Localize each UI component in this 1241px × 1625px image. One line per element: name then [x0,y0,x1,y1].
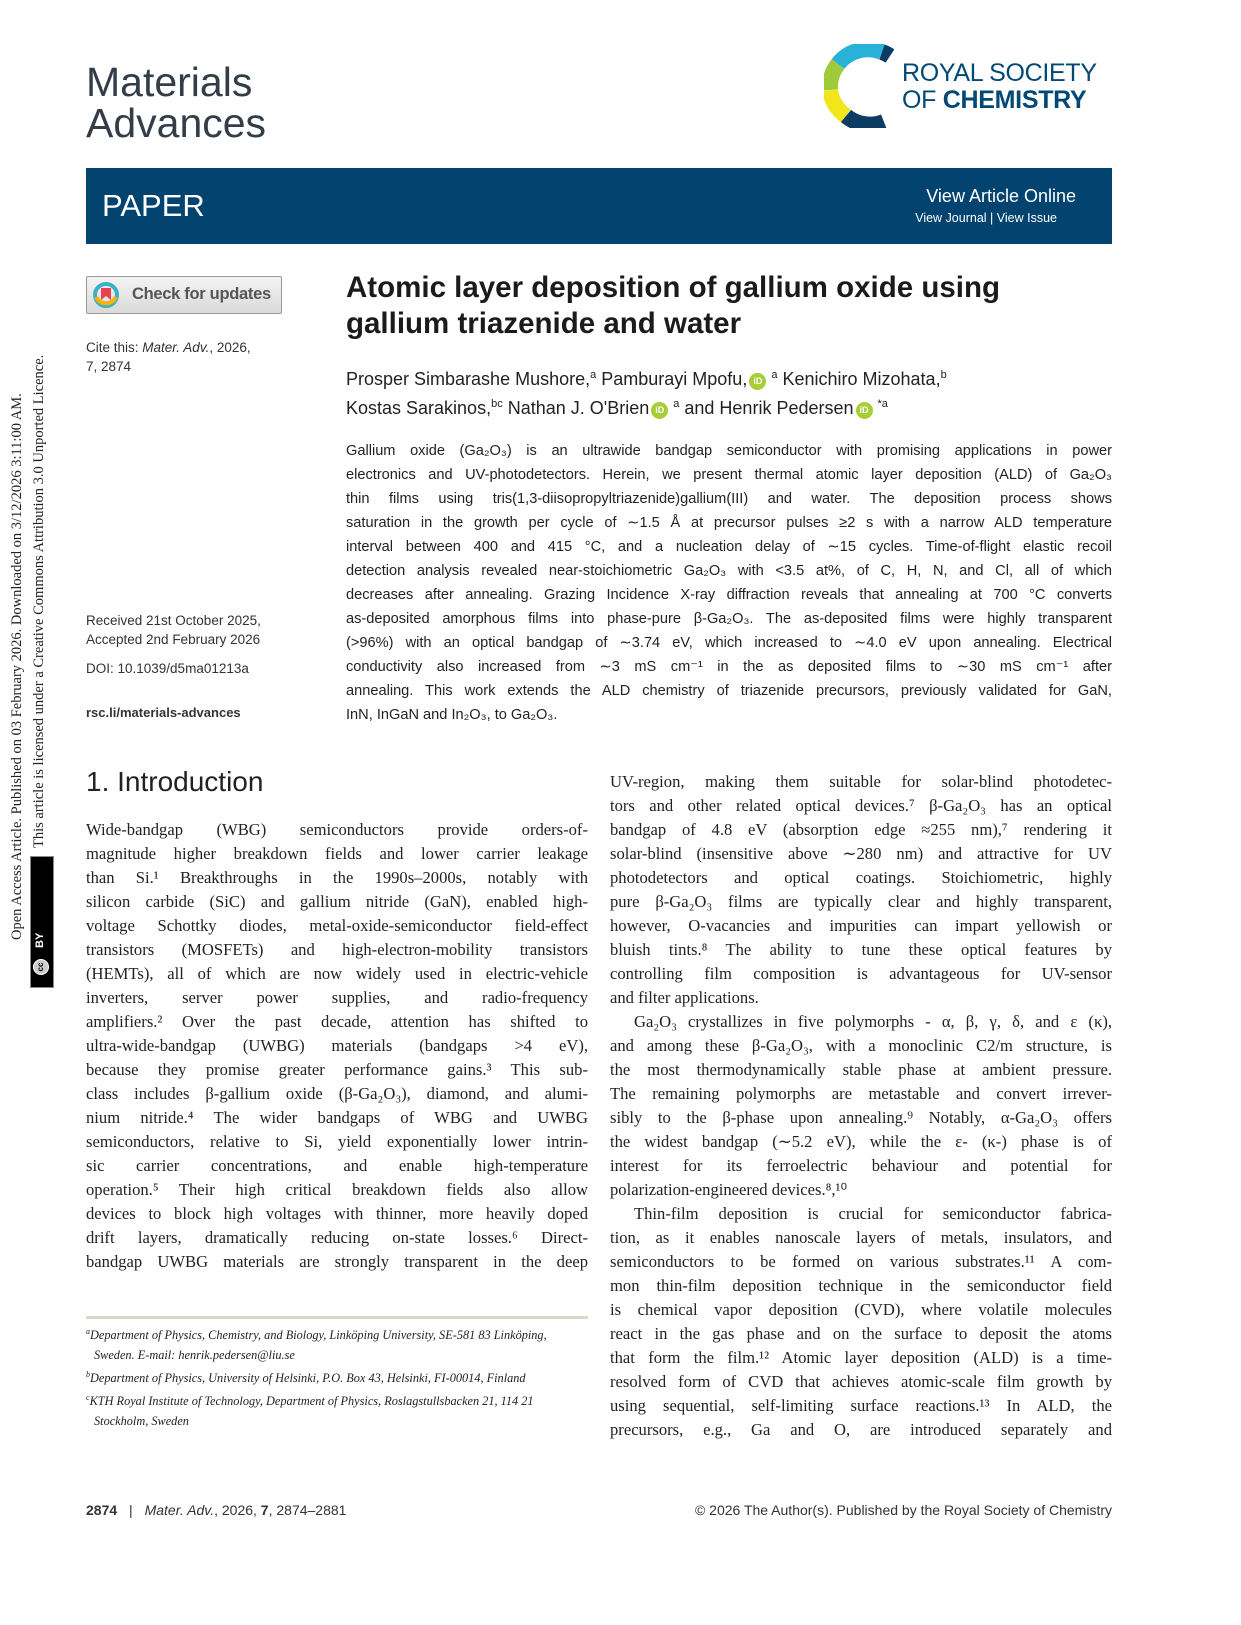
text-line: bluish tints.⁸ The ability to tune these optical features by [610,940,1112,959]
accepted-date: Accepted 2nd February 2026 [86,632,261,647]
text-line: electronics and UV-photodetectors. Herein, we present thermal atomic layer deposition (ALD) of Ga₂O₃ [346,467,1112,483]
text-line: voltage Schottky diodes, metal-oxide-semiconductor field-effect [86,916,588,935]
author-name: Pamburayi Mpofu, [601,369,748,389]
text-line: thin films using tris(1,3-diisopropyltriazenide)gallium(III) and water. The deposition process shows [346,491,1112,507]
copyright-notice: © 2026 The Author(s). Published by the Royal Society of Chemistry [694,1502,1112,1518]
text-line: amplifiers.² Over the past decade, attention has shifted to [86,1012,588,1031]
author-name: Prosper Simbarashe Mushore, [346,369,591,389]
text-line: and among these β-Ga₂O₃, with a monoclinic C2/m structure, is [610,1036,1112,1055]
cc-by-badge[interactable] [30,856,54,988]
footnote [86,1365,588,1388]
received-date: Received 21st October 2025, [86,613,261,628]
text-line: sic carrier concentrations, and enable high-temperature [86,1156,588,1175]
body-column-left [86,818,588,1274]
text-line: photodetectors and optical coatings. Stoichiometric, highly [610,868,1112,887]
text-line: Thin-film deposition is crucial for semiconductor fabrica- [634,1204,1112,1223]
title-line: Atomic layer deposition of gallium oxide using [346,271,1000,304]
author-affiliation: a [673,398,680,410]
separator: | [129,1502,133,1518]
text-line: because they promise greater performance gains.³ This sub- [86,1060,588,1079]
text-line: (>96%) with an optical bandgap of ∼3.74 eV, which increased to ∼4.0 eV upon annealing. Electrical [346,635,1112,651]
abstract [346,439,1112,727]
view-links [915,211,1057,225]
article-type-banner [86,168,1112,244]
text-line: InN, InGaN and In₂O₃, to Ga₂O₃. [346,707,558,723]
text-line: semiconductors, relative to Si, yield exponentially lower intrin- [86,1132,588,1151]
author-list [346,363,947,421]
text-line: bandgap UWBG materials are strongly transparent in the deep [86,1252,588,1271]
footer-year: , 2026, [214,1502,261,1518]
text-line: semiconductors to be formed on various substrates.¹¹ A com- [610,1252,1112,1271]
journal-title-line: Materials [86,59,253,105]
cite-journal: Mater. Adv. [142,340,210,355]
footnote [86,1322,588,1365]
rsc-logo-text [902,60,1097,114]
text-line: tion, as it enables nanoscale layers of metals, insulators, and [610,1228,1112,1247]
text-line: (HEMTs), all of which are now widely used in electric-vehicle [86,964,588,983]
article-title [346,270,1000,342]
author-name: Kostas Sarakinos, [346,398,492,418]
cite-volume-page: 7, 2874 [86,359,132,374]
author-affiliation: b [940,369,947,381]
check-for-updates-button[interactable] [86,276,282,314]
text-line: ultra-wide-bandgap (UWBG) materials (bandgaps >4 eV), [86,1036,588,1055]
text-line: silicon carbide (SiC) and gallium nitride (GaN), enabled high- [86,892,588,911]
cc-by-label: BY [34,932,46,948]
text-line: interest for its ferroelectric behaviour and potential for [610,1156,1112,1175]
text-line: saturation in the growth per cycle of ∼1.5 Å at precursor pulses ≥2 s with a narrow ALD temperature [346,515,1112,531]
text-line: conductivity also increased from ∼3 mS cm⁻¹ in the as deposited films to ∼30 mS cm⁻¹ after [346,659,1112,675]
citation [86,338,251,376]
view-issue-link[interactable]: View Issue [996,211,1057,225]
footer-volume: 7 [260,1502,269,1518]
journal-url-link[interactable]: rsc.li/materials-advances [86,705,241,720]
doi[interactable]: DOI: 10.1039/d5ma01213a [86,661,249,676]
text-line: using sequential, self-limiting surface reactions.¹³ In ALD, the [610,1396,1112,1415]
text-line: devices to block high voltages with thinner, more heavily doped [86,1204,588,1223]
footnote-text: KTH Royal Institute of Technology, Department of Physics, Roslagstullsbacken 21, 114 21 Stockholm, Sweden [89,1394,534,1429]
footnote-text: Department of Physics, University of Helsinki, P.O. Box 43, Helsinki, FI-00014, Finland [90,1371,526,1386]
text-line: polarization-engineered devices.⁸,¹⁰ [610,1180,848,1199]
text-line: decreases after annealing. Grazing Incidence X-ray diffraction reveals that annealing at 700 °C converts [346,587,1112,603]
author-name: Nathan J. O'Brien [507,398,650,418]
footer-pages: , 2874–2881 [268,1502,347,1518]
journal-title [86,59,267,146]
text-line: class includes β-gallium oxide (β-Ga₂O₃), diamond, and alumi- [86,1084,588,1103]
text-line: Wide-bandgap (WBG) semiconductors provide orders-of- [86,820,588,839]
text-line: however, O-vacancies and impurities can impart yellowish or [610,916,1112,935]
text-line: the widest bandgap (∼5.2 eV), while the ε- (κ-) phase is of [610,1132,1112,1151]
text-line: bandgap of 4.8 eV (absorption edge ≈255 nm),⁷ rendering it [610,820,1112,839]
text-line: that form the film.¹² Atomic layer deposition (ALD) is a time- [610,1348,1112,1367]
orcid-icon[interactable]: iD [651,402,668,419]
footnote-mark: a [86,1327,90,1336]
orcid-icon[interactable]: iD [749,373,766,390]
license-notice[interactable]: This article is licensed under a Creative Commons Attribution 3.0 Unported Licence. [31,354,47,848]
author-affiliation: a [771,369,778,381]
text-line: precursors, e.g., Ga and O, are introduced separately and [610,1420,1112,1439]
footnote-text: Department of Physics, Chemistry, and Biology, Linköping University, SE-581 83 Linköping, Sweden. E-mail: henrik.pedersen@liu.se [90,1328,547,1363]
orcid-icon[interactable]: iD [856,402,873,419]
author-name: Kenichiro Mizohata, [782,369,941,389]
author-affiliation: *a [877,398,888,410]
text-line: and filter applications. [610,988,759,1007]
open-access-notice: Open Access Article. Published on 03 February 2026. Downloaded on 3/12/2026 3:11:00 AM. [9,393,25,940]
text-line: interval between 400 and 415 °C, and a nucleation delay of ∼15 cycles. Time-of-flight elastic recoil [346,539,1112,555]
title-line: gallium triazenide and water [346,307,742,340]
text-line: Ga₂O₃ crystallizes in five polymorphs - α, β, γ, δ, and ε (κ), [634,1012,1112,1031]
text-line: solar-blind (insensitive above ∼280 nm) and attractive for UV [610,844,1112,863]
footnote-mark: c [86,1393,90,1403]
footer-journal: Mater. Adv. [144,1502,215,1518]
affiliation-footnotes [86,1322,588,1431]
text-line: operation.⁵ Their high critical breakdown fields also allow [86,1180,588,1199]
text-line: pure β-Ga₂O₃ films are typically clear and highly transparent, [610,892,1112,911]
text-line: react in the gas phase and on the surface to deposit the atoms [610,1324,1112,1343]
check-updates-icon [93,282,119,308]
page-number: 2874 [86,1502,118,1518]
cite-prefix: Cite this: [86,340,139,355]
text-line: magnitude higher breakdown fields and lower carrier leakage [86,844,588,863]
text-line: inverters, server power supplies, and radio-frequency [86,988,588,1007]
check-updates-label: Check for updates [132,285,271,303]
text-line: drift layers, dramatically reducing on-state losses.⁶ Direct- [86,1228,588,1247]
text-line: is chemical vapor deposition (CVD), where volatile molecules [610,1300,1112,1319]
text-line: resolved form of CVD that achieves atomic-scale film growth by [610,1372,1112,1391]
text-line: UV-region, making them suitable for solar-blind photodetec- [610,772,1112,791]
separator: | [990,211,994,225]
text-line: annealing. This work extends the ALD chemistry of triazenide precursors, previously validated for GaN, [346,683,1112,699]
footnote-divider [86,1316,588,1319]
text-line: transistors (MOSFETs) and high-electron-mobility transistors [86,940,588,959]
text-line: the most thermodynamically stable phase at ambient pressure. [610,1060,1112,1079]
article-type-label: PAPER [102,188,205,223]
text-line: nium nitride.⁴ The wider bandgaps of WBG and UWBG [86,1108,588,1127]
author-affiliation: a [590,369,597,381]
cc-icon: cc [33,959,49,975]
rsc-line2-bold: CHEMISTRY [942,86,1087,114]
footnote [86,1388,588,1431]
journal-title-line: Advances [86,100,267,146]
text-line: The remaining polymorphs are metastable and convert irrever- [610,1084,1112,1103]
view-journal-link[interactable]: View Journal [915,211,987,225]
footnote-mark: b [86,1370,90,1380]
section-heading: 1. Introduction [86,766,264,797]
dates [86,611,261,649]
text-line: sibly to the β-phase upon annealing.⁹ Notably, α-Ga₂O₃ offers [610,1108,1112,1127]
text-line: as-deposited amorphous films into phase-pure β-Ga₂O₃. The as-deposited films were highly transparent [346,611,1112,627]
text-line: detection analysis revealed near-stoichiometric Ga₂O₃ with <3.5 at%, of C, H, N, and Cl, all of which [346,563,1112,579]
view-article-online-link[interactable]: View Article Online [926,186,1076,206]
cite-year: , 2026, [209,340,251,355]
page-footer-citation [86,1502,346,1518]
text-line: controlling film composition is advantageous for UV-sensor [610,964,1112,983]
text-line: mon thin-film deposition technique in the semiconductor field [610,1276,1112,1295]
text-line: Gallium oxide (Ga₂O₃) is an ultrawide bandgap semiconductor with promising applications in power [346,443,1112,459]
text-line: tors and other related optical devices.⁷ β-Ga₂O₃ has an optical [610,796,1112,815]
author-name: and Henrik Pedersen [684,398,854,418]
rsc-line2-prefix: OF [902,86,943,114]
text-line: than Si.¹ Breakthroughs in the 1990s–2000s, notably with [86,868,588,887]
author-affiliation: bc [491,398,503,410]
body-column-right [610,770,1112,1442]
rsc-logo-icon [824,44,904,128]
rsc-line1: ROYAL SOCIETY [902,59,1097,87]
